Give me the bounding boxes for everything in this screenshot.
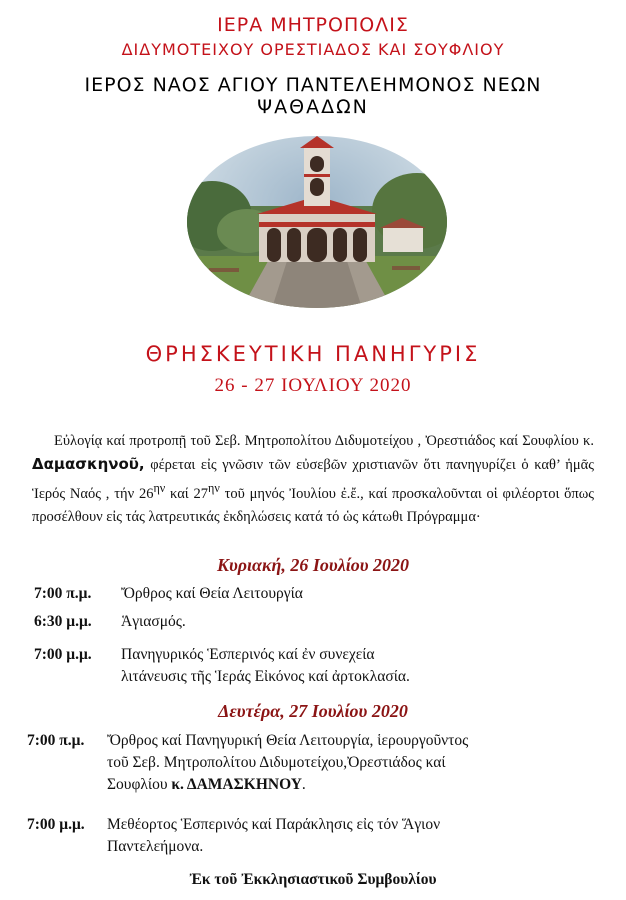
event-description: Πανηγυρικός Ἑσπερινός καί ἐν συνεχεία: [121, 646, 375, 663]
metropolis-subtitle: ΔΙΔΥΜΟΤΕΙΧΟΥ ΟΡΕΣΤΙΑΔΟΣ ΚΑΙ ΣΟΥΦΛΙΟΥ: [121, 40, 505, 59]
event-description: τοῦ Σεβ. Μητροπολίτου Διδυμοτείχου,Ὀρεστιάδος καί: [107, 754, 446, 771]
intro-text: Εὐλογίᾳ καί προτροπῇ τοῦ Σεβ. Μητροπολίτου Διδυμοτείχου , Ὀρεστιάδος καί Σουφλίου κ.: [54, 433, 594, 449]
event-description: Ὄρθρος καί Θεία Λειτουργία: [121, 585, 303, 602]
day-heading: Δευτέρα, 27 Ιουλίου 2020: [218, 701, 408, 721]
event-description: Μεθέορτος Ἑσπερινός καί Παράκλησις εἰς τόν Ἅγιον: [107, 816, 441, 833]
festival-dates: 26 - 27 ΙΟΥΛΙΟΥ 2020: [214, 375, 412, 396]
festival-title: ΘΡΗΣΚΕΥΤΙΚΗ ΠΑΝΗΓΥΡΙΣ: [145, 342, 481, 366]
event-time: 7:00 μ.μ.: [34, 646, 92, 663]
church-photo: [187, 136, 447, 308]
event-time: 7:00 μ.μ.: [27, 816, 85, 833]
event-description: [107, 773, 306, 796]
ordinal-suffix: ην: [208, 481, 220, 495]
footer-signature: Ἐκ τοῦ Ἐκκλησιαστικοῦ Συμβουλίου: [189, 871, 437, 888]
event-time: 6:30 μ.μ.: [34, 613, 92, 630]
event-description: Ἁγιασμός.: [121, 613, 186, 630]
church-location: ΨΑΘΑΔΩΝ: [257, 96, 369, 118]
event-description: Παντελεήμονα.: [107, 838, 204, 855]
event-text: .: [301, 776, 306, 793]
event-text: Σουφλίου: [107, 776, 172, 793]
intro-text: τοῦ μηνός Ἰουλίου ἐ.ἔ., καί προσκαλοῦνται οἱ φιλέορτοι ὅπως προσέλθουν εἰς τάς λατρευτικάς ἐκδηλώσεις κατά τό ὡς κάτωθι Πρόγραμμα·: [32, 485, 594, 525]
event-time: 7:00 π.μ.: [34, 585, 92, 602]
metropolis-title: ΙΕΡΑ ΜΗΤΡΟΠΟΛΙΣ: [217, 14, 409, 36]
event-time: 7:00 π.μ.: [27, 732, 85, 749]
ordinal-suffix: ην: [153, 481, 166, 495]
day-heading: Κυριακή, 26 Ιουλίου 2020: [216, 555, 410, 575]
intro-text: φέρεται εἰς γνῶσιν τῶν εὐσεβῶν χριστιανῶν ὅτι πανηγυρίζει ὁ καθ’ ἡμᾶς Ἱερός Ναός , τήν 26: [32, 457, 594, 502]
bishop-name: Δαμασκηνοῦ,: [32, 455, 145, 473]
bishop-name: κ. ΔΑΜΑΣΚΗΝΟΥ: [171, 776, 302, 793]
church-name: ΙΕΡΟΣ ΝΑΟΣ ΑΓΙΟΥ ΠΑΝΤΕΛΕΗΜΟΝΟΣ ΝΕΩΝ: [84, 74, 542, 96]
event-description: λιτάνευσις τῆς Ἱεράς Εἰκόνος καί ἀρτοκλασία.: [121, 668, 410, 685]
event-description: Ὄρθρος καί Πανηγυρική Θεία Λειτουργία, ἱερουργοῦντος: [107, 732, 469, 749]
intro-text: καί 27: [165, 485, 208, 502]
intro-paragraph: [32, 430, 594, 529]
